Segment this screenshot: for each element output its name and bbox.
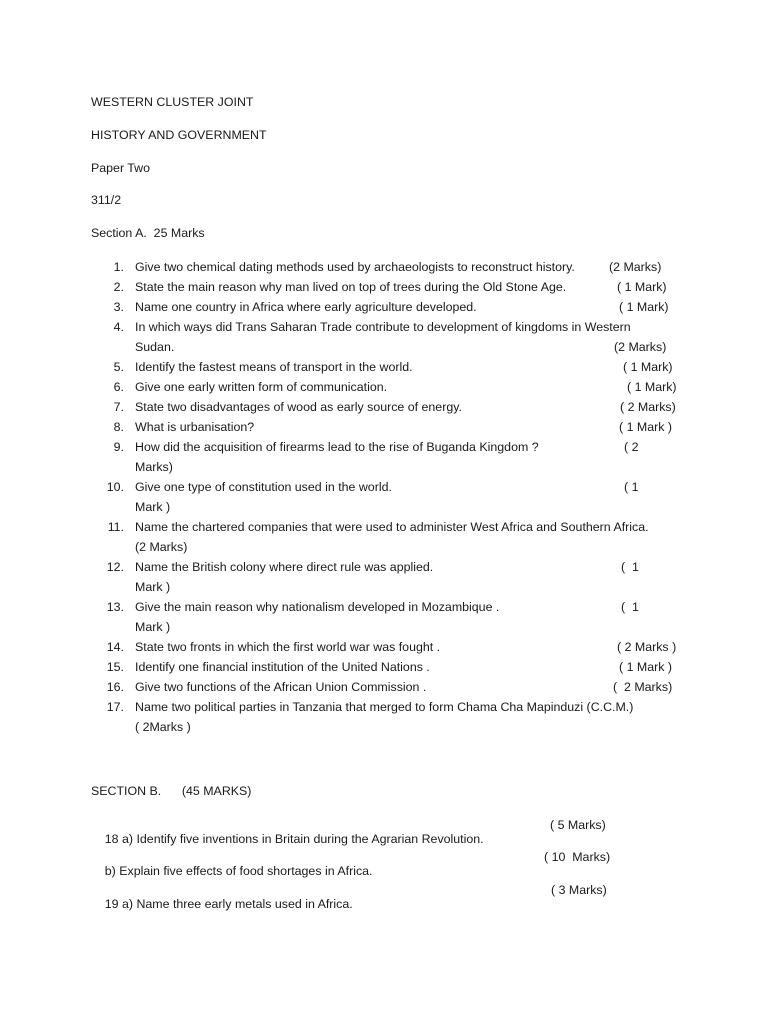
question-marks: ( 3 Marks) — [551, 883, 607, 897]
question-text: Mark ) — [135, 580, 171, 594]
question-line — [0, 357, 768, 377]
question-number: 2. — [113, 280, 124, 294]
question-item — [0, 597, 768, 637]
question-line — [0, 277, 768, 297]
question-marks: ( 1 Mark) — [617, 280, 667, 294]
question-number: 5. — [113, 360, 124, 374]
question-marks: ( 1 Mark ) — [619, 420, 673, 434]
question-number: 10. — [106, 480, 124, 494]
question-marks: ( 1 — [621, 560, 639, 574]
question-text: Give two functions of the African Union Commission . — [135, 680, 427, 694]
question-marks: ( 5 Marks) — [550, 818, 606, 832]
question-text: Identify the fastest means of transport in the world. — [135, 360, 413, 374]
question-text: Give one early written form of communication. — [135, 380, 388, 394]
question-marks: ( 2 Marks) — [620, 400, 676, 414]
question-text: Give one type of constitution used in the world. — [135, 480, 392, 494]
question-line — [0, 597, 768, 617]
question-marks: (2 Marks) — [614, 340, 667, 354]
question-text: In which ways did Trans Saharan Trade contribute to development of kingdoms in Western — [135, 320, 631, 334]
question-text: 19 a) Name three early metals used in Africa. — [104, 897, 353, 911]
question-item — [0, 357, 768, 377]
question-item — [0, 677, 768, 697]
question-line — [0, 697, 768, 717]
question-line — [0, 377, 768, 397]
question-number: 13. — [106, 600, 124, 614]
question-marks: ( 2 — [624, 440, 639, 454]
question-marks: ( 1 — [621, 600, 639, 614]
question-marks: ( 1 Mark) — [623, 360, 673, 374]
paper-code: 311/2 — [91, 193, 122, 207]
question-item — [0, 637, 768, 657]
question-line — [0, 577, 768, 597]
question-text: Identify one financial institution of the United Nations . — [135, 660, 430, 674]
section-a-heading: Section A. 25 Marks — [91, 226, 205, 240]
question-line — [0, 417, 768, 437]
question-text: State two disadvantages of wood as early source of energy. — [135, 400, 462, 414]
question-number: 12. — [106, 560, 124, 574]
question-number: 15. — [106, 660, 124, 674]
question-line — [0, 717, 768, 737]
question-number: 6. — [113, 380, 124, 394]
question-line — [0, 337, 768, 357]
question-item — [0, 657, 768, 677]
question-text: Name one country in Africa where early agriculture developed. — [135, 300, 477, 314]
question-line — [0, 537, 768, 557]
question-number: 14. — [106, 640, 124, 654]
question-text: 18 a) Identify five inventions in Britain during the Agrarian Revolution. — [104, 832, 484, 846]
question-number: 11. — [107, 520, 124, 534]
question-text: State two fronts in which the first world war was fought . — [135, 640, 441, 654]
question-number: 8. — [113, 420, 124, 434]
question-marks: ( 1 Mark) — [627, 380, 677, 394]
question-marks: ( 10 Marks) — [544, 850, 611, 864]
question-line — [0, 637, 768, 657]
question-text: (2 Marks) — [135, 540, 188, 554]
question-text: ( 2Marks ) — [135, 720, 191, 734]
subject-title: HISTORY AND GOVERNMENT — [91, 128, 267, 142]
question-item — [0, 477, 768, 517]
question-marks: ( 1 Mark) — [619, 300, 669, 314]
question-item — [0, 417, 768, 437]
question-marks: ( 2 Marks ) — [617, 640, 677, 654]
question-item — [0, 557, 768, 597]
question-text: How did the acquisition of firearms lead to the rise of Buganda Kingdom ? — [135, 440, 539, 454]
question-marks: ( 1 Mark ) — [619, 660, 673, 674]
question-item — [0, 397, 768, 417]
question-text: Name the British colony where direct rule was applied. — [135, 560, 434, 574]
exam-title: WESTERN CLUSTER JOINT — [91, 95, 254, 109]
question-item — [0, 517, 768, 557]
question-line — [0, 297, 768, 317]
paper-name: Paper Two — [91, 161, 151, 175]
question-19a — [91, 883, 691, 939]
section-a-question-list — [0, 257, 768, 737]
question-text: Give two chemical dating methods used by archaeologists to reconstruct history. — [135, 260, 575, 274]
question-line — [0, 397, 768, 417]
question-text: Give the main reason why nationalism developed in Mozambique . — [135, 600, 500, 614]
question-line — [0, 257, 768, 277]
question-number: 9. — [113, 440, 124, 454]
question-item — [0, 277, 768, 297]
question-item — [0, 377, 768, 397]
question-marks: ( 2 Marks) — [613, 680, 673, 694]
question-text: Mark ) — [135, 620, 171, 634]
question-line — [0, 617, 768, 637]
question-item — [0, 317, 768, 357]
question-line — [0, 437, 768, 457]
section-b-heading: SECTION B. (45 MARKS) — [91, 784, 252, 798]
question-text: What is urbanisation? — [135, 420, 255, 434]
question-line — [0, 497, 768, 517]
question-marks: (2 Marks) — [609, 260, 662, 274]
question-number: 7. — [113, 400, 124, 414]
question-number: 3. — [113, 300, 124, 314]
question-text: Marks) — [135, 460, 173, 474]
question-line — [0, 677, 768, 697]
question-number: 16. — [106, 680, 124, 694]
question-text: State the main reason why man lived on top of trees during the Old Stone Age. — [135, 280, 567, 294]
question-line — [0, 557, 768, 577]
question-line — [0, 477, 768, 497]
question-item — [0, 257, 768, 277]
question-item — [0, 437, 768, 477]
question-text: b) Explain five effects of food shortages in Africa. — [104, 864, 373, 878]
question-text: Sudan. — [135, 340, 175, 354]
question-number: 17. — [106, 700, 124, 714]
question-line — [0, 317, 768, 337]
question-text: Name two political parties in Tanzania that merged to form Chama Cha Mapinduzi (C.C.M.) — [135, 700, 634, 714]
question-text: Name the chartered companies that were used to administer West Africa and Southern Africa. — [135, 520, 649, 534]
question-item — [0, 297, 768, 317]
question-marks: ( 1 — [624, 480, 639, 494]
question-number: 4. — [113, 320, 124, 334]
question-text: Mark ) — [135, 500, 171, 514]
question-line — [0, 657, 768, 677]
question-number: 1. — [113, 260, 124, 274]
question-line — [0, 457, 768, 477]
question-line — [0, 517, 768, 537]
question-item — [0, 697, 768, 737]
